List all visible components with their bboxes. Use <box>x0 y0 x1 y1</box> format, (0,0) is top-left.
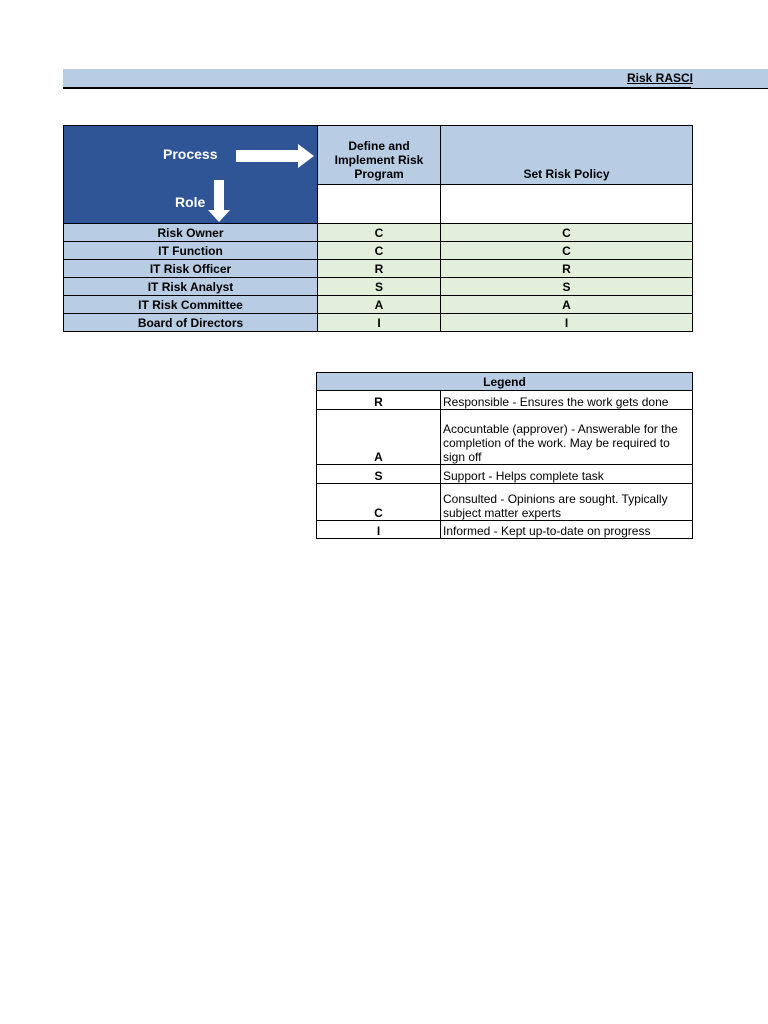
role-cell: Board of Directors <box>64 314 318 332</box>
legend-code: C <box>317 484 441 521</box>
legend-desc: Support - Helps complete task <box>441 465 693 484</box>
rasci-value: S <box>318 278 441 296</box>
legend-row <box>317 391 693 410</box>
table-row <box>64 278 693 296</box>
rasci-value: A <box>441 296 693 314</box>
legend-desc: Responsible - Ensures the work gets done <box>441 391 693 410</box>
rasci-value: I <box>318 314 441 332</box>
rasci-value: C <box>441 242 693 260</box>
process-header: Define and Implement Risk Program <box>318 126 441 185</box>
process-label: Process <box>163 146 218 162</box>
blank-cell <box>318 185 441 224</box>
rasci-value: R <box>318 260 441 278</box>
legend-desc: Consulted - Opinions are sought. Typically subject matter experts <box>441 484 693 521</box>
legend-desc: Informed - Kept up-to-date on progress <box>441 521 693 539</box>
rasci-value: S <box>441 278 693 296</box>
matrix-corner <box>64 126 318 224</box>
role-label: Role <box>175 194 206 210</box>
role-cell: IT Function <box>64 242 318 260</box>
role-arrow-icon <box>208 180 230 222</box>
table-row <box>64 314 693 332</box>
rasci-value: C <box>318 242 441 260</box>
role-cell: IT Risk Officer <box>64 260 318 278</box>
legend-row <box>317 521 693 539</box>
legend-code: R <box>317 391 441 410</box>
rasci-value: I <box>441 314 693 332</box>
table-row <box>64 296 693 314</box>
rasci-value: R <box>441 260 693 278</box>
rasci-value: C <box>441 224 693 242</box>
rasci-value: C <box>318 224 441 242</box>
role-cell: Risk Owner <box>64 224 318 242</box>
process-arrow-icon <box>236 144 314 168</box>
table-row <box>64 242 693 260</box>
rasci-matrix <box>63 125 693 332</box>
page-title: Risk RASCI <box>627 71 694 85</box>
role-cell: IT Risk Analyst <box>64 278 318 296</box>
blank-cell <box>441 185 693 224</box>
legend-row <box>317 484 693 521</box>
table-row <box>64 260 693 278</box>
legend-code: A <box>317 410 441 465</box>
legend-row <box>317 465 693 484</box>
process-header: Set Risk Policy <box>441 126 693 185</box>
table-row <box>64 224 693 242</box>
legend-desc: Acocuntable (approver) - Answerable for the completion of the work. May be required to sign off <box>441 410 693 465</box>
legend-table <box>316 372 693 539</box>
legend-code: S <box>317 465 441 484</box>
title-bar <box>63 69 768 89</box>
legend-row <box>317 410 693 465</box>
legend-title: Legend <box>317 373 693 391</box>
rasci-value: A <box>318 296 441 314</box>
title-rule <box>63 87 691 88</box>
legend-code: I <box>317 521 441 539</box>
role-cell: IT Risk Committee <box>64 296 318 314</box>
